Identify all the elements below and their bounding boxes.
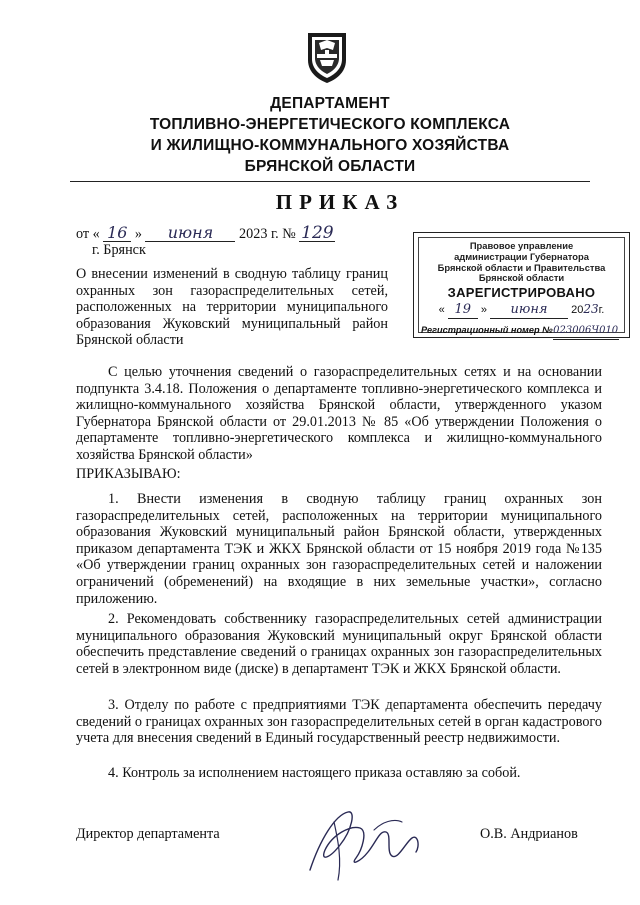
department-title-line-1: ДЕПАРТАМЕНТ bbox=[270, 95, 390, 112]
stamp-reg-label: Регистрационный номер № bbox=[421, 325, 553, 336]
order-year: 2023 г. bbox=[239, 226, 279, 242]
department-title-line-2: ТОПЛИВНО-ЭНЕРГЕТИЧЕСКОГО КОМПЛЕКСА bbox=[149, 116, 511, 133]
stamp-year: 20 bbox=[571, 304, 584, 317]
order-date-line bbox=[76, 225, 335, 243]
document-type-title: ПРИКАЗ bbox=[275, 190, 405, 214]
stamp-reg-number-line bbox=[419, 323, 624, 340]
registration-stamp bbox=[413, 232, 630, 338]
stamp-date-open: « bbox=[438, 304, 445, 317]
order-date-prefix: от « bbox=[76, 226, 100, 242]
coat-of-arms-emblem bbox=[305, 30, 349, 84]
header-divider bbox=[70, 181, 590, 182]
order-subject: О внесении изменений в сводную таблицу границ охранных зон газораспределительных сетей, расположенных на территории муниципального образования Жуковский муниципальный район Брянской области bbox=[76, 266, 388, 349]
stamp-org-line-3: Брянской области и Правительства bbox=[437, 261, 606, 273]
stamp-day: 19 bbox=[448, 302, 478, 319]
signatory-name: О.В. Андрианов bbox=[480, 826, 578, 842]
order-item-2: 2. Рекомендовать собственнику газораспределительных сетей администрации муниципального образования Жуковский муниципальный округ Брянской области обеспечить представление сведений о границах охранных зон газораспределительных сетей в электронном виде (диске) в департамент ТЭК и ЖКХ Брянской области. bbox=[76, 611, 602, 677]
stamp-month: июня bbox=[490, 302, 568, 319]
orders-word: ПРИКАЗЫВАЮ: bbox=[76, 466, 181, 482]
signature-position: Директор департамента bbox=[76, 826, 220, 842]
stamp-date-mid: » bbox=[480, 304, 487, 317]
stamp-year-handwritten: 23 bbox=[583, 302, 599, 317]
order-city: г. Брянск bbox=[92, 242, 146, 258]
order-item-1: 1. Внести изменения в сводную таблицу границ охранных зон газораспределительных сетей, расположенных на территории муниципального образования Жуковский муниципальный район Брянской области, утвержденных приказом департамента ТЭК и ЖКХ Брянской области от 15 ноября 2019 года №135 «Об утверждении границ охранных зон газораспределительных сетей и наложении ограничений (обременений) на входящие в них земельные участки», согласно приложению. bbox=[76, 491, 602, 607]
stamp-date-line bbox=[419, 302, 624, 319]
order-day: 16 bbox=[103, 225, 131, 242]
department-title-line-3: И ЖИЛИЩНО-КОММУНАЛЬНОГО ХОЗЯЙСТВА bbox=[150, 137, 510, 154]
stamp-reg-number: 023006Ч010 bbox=[553, 323, 619, 340]
stamp-org-line-4: Брянской области bbox=[478, 272, 565, 284]
department-title-line-4: БРЯНСКОЙ ОБЛАСТИ bbox=[244, 158, 416, 175]
order-number: 129 bbox=[301, 223, 334, 243]
stamp-year-end: г. bbox=[598, 304, 605, 317]
stamp-org-line-2: администрации Губернатора bbox=[454, 250, 589, 262]
preamble-paragraph: С целью уточнения сведений о газораспределительных сетях и на основании подпункта 3.4.18. Положения о департаменте топливно-энергетического комплекса и жилищно-коммунального хозяйства Брянской области, утвержденного указом Губернатора Брянской области от 29.01.2013 № 85 «Об утверждении Положения о департаменте топливно-энергетического комплекса и жилищно-коммунального хозяйства Брянской области» bbox=[76, 364, 602, 463]
order-number-sign: № bbox=[282, 226, 296, 242]
handwritten-signature bbox=[290, 800, 440, 885]
stamp-registered-title: ЗАРЕГИСТРИРОВАНО bbox=[447, 285, 596, 301]
order-item-3: 3. Отделу по работе с предприятиями ТЭК департамента обеспечить передачу сведений о границах охранных зон газораспределительных сетей в орган кадастрового учета для внесения сведений в Единый государственный реестр недвижимости. bbox=[76, 697, 602, 747]
order-item-4: 4. Контроль за исполнением настоящего приказа оставляю за собой. bbox=[108, 765, 521, 781]
stamp-org-line-1: Правовое управление bbox=[469, 240, 574, 251]
order-day-close: » bbox=[134, 226, 142, 242]
order-month: июня bbox=[145, 225, 235, 242]
